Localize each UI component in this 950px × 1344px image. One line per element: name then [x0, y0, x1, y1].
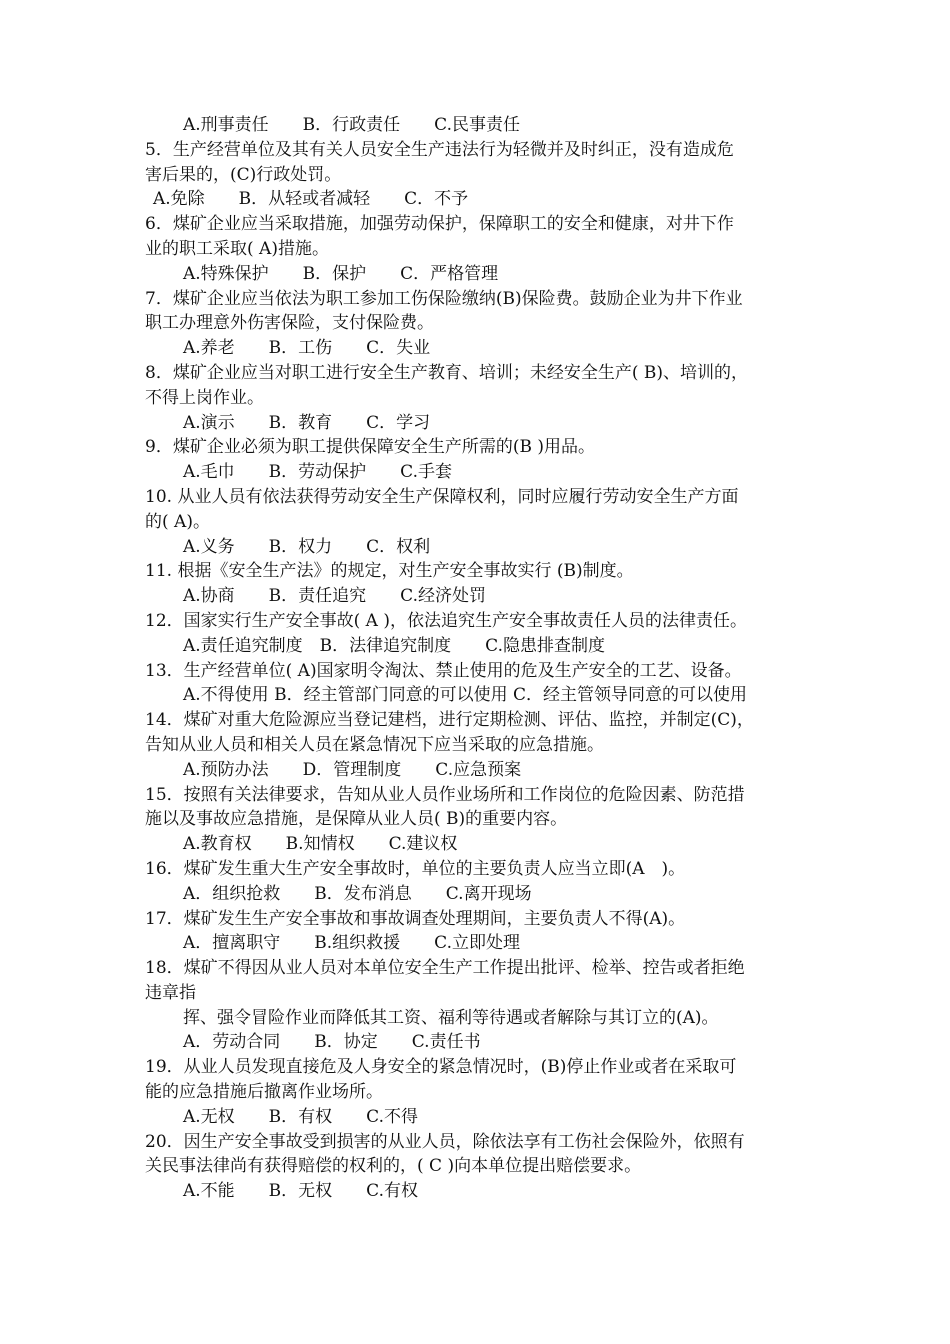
question-list [145, 113, 810, 1204]
question-line: 16．煤矿发生重大生产安全事故时，单位的主要负责人应当立即(A )。 [145, 858, 686, 879]
options-line: A.教育权 B.知情权 C.建议权 [183, 834, 458, 855]
question-line: 职工办理意外伤害保险，支付保险费。 [145, 313, 434, 334]
question-line: 19．从业人员发现直接危及人身安全的紧急情况时，(B)停止作业或者在采取可 [145, 1057, 737, 1078]
options-line: A.协商 B．责任追究 C.经济处罚 [183, 586, 486, 607]
options-line: A.预防办法 D．管理制度 C.应急预案 [183, 759, 522, 780]
question-line: 17．煤矿发生生产安全事故和事故调查处理期间，主要负责人不得(A)。 [145, 908, 686, 929]
question-line: 20．因生产安全事故受到损害的从业人员，除依法享有工伤社会保险外，依照有 [145, 1131, 745, 1152]
question-line: 11. 根据《安全生产法》的规定，对生产安全事故实行 (B)制度。 [145, 561, 634, 582]
options-line: A.无权 B．有权 C.不得 [183, 1106, 418, 1127]
options-line: A．组织抢救 B．发布消息 C.离开现场 [183, 883, 532, 904]
options-line: A.刑事责任 B．行政责任 C.民事责任 [183, 115, 520, 135]
options-line: A.义务 B．权力 C．权利 [183, 536, 431, 557]
question-line: 9．煤矿企业必须为职工提供保障安全生产所需的(B )用品。 [145, 437, 595, 458]
options-line: A.免除 B．从轻或者减轻 C．不予 [153, 189, 469, 210]
question-line: 告知从业人员和相关人员在紧急情况下应当采取的应急措施。 [145, 734, 604, 755]
options-line: A.演示 B．教育 C．学习 [183, 412, 431, 433]
question-line: 的( A)。 [145, 511, 210, 532]
question-line: 5．生产经营单位及其有关人员安全生产违法行为轻微并及时纠正，没有造成危 [145, 139, 734, 160]
question-line: 违章指 [145, 982, 196, 1003]
question-line: 害后果的，(C)行政处罚。 [145, 164, 342, 185]
options-line: A.毛巾 B．劳动保护 C.手套 [183, 462, 452, 483]
options-line: A.不能 B．无权 C.有权 [183, 1181, 418, 1202]
options-line: A．擅离职守 B.组织救援 C.立即处理 [183, 933, 520, 954]
question-line: 18．煤矿不得因从业人员对本单位安全生产工作提出批评、检举、控告或者拒绝 [145, 958, 745, 979]
question-line: 挥、强令冒险作业而降低其工资、福利等待遇或者解除与其订立的(A)。 [183, 1007, 719, 1028]
question-line: 7．煤矿企业应当依法为职工参加工伤保险缴纳(B)保险费。鼓励企业为井下作业 [145, 288, 743, 309]
question-line: 14．煤矿对重大危险源应当登记建档，进行定期检测、评估、监控，并制定(C)， [145, 710, 754, 731]
options-line: A.责任追究制度 B．法律追究制度 C.隐患排查制度 [183, 635, 605, 656]
options-line: A.特殊保护 B．保护 C．严格管理 [183, 263, 499, 284]
question-line: 10. 从业人员有依法获得劳动安全生产保障权利，同时应履行劳动安全生产方面 [145, 486, 739, 507]
options-line: A．劳动合同 B．协定 C.责任书 [183, 1032, 481, 1053]
question-line: 13．生产经营单位( A)国家明令淘汰、禁止使用的危及生产安全的工艺、设备。 [145, 660, 742, 681]
question-line: 12．国家实行生产安全事故( A )，依法追究生产安全事故责任人员的法律责任。 [145, 610, 747, 631]
options-line: A.不得使用 B．经主管部门同意的可以使用 C．经主管领导同意的可以使用 [183, 685, 747, 706]
question-line: 施以及事故应急措施，是保障从业人员( B)的重要内容。 [145, 809, 568, 830]
question-line: 15．按照有关法律要求，告知从业人员作业场所和工作岗位的危险因素、防范措 [145, 784, 745, 805]
question-line: 不得上岗作业。 [145, 387, 264, 408]
question-line: 业的职工采取( A)措施。 [145, 238, 329, 259]
question-line: 6．煤矿企业应当采取措施，加强劳动保护，保障职工的安全和健康，对井下作 [145, 214, 734, 235]
question-line: 8．煤矿企业应当对职工进行安全生产教育、培训；未经安全生产( B)、培训的， [145, 362, 748, 383]
question-line: 能的应急措施后撤离作业场所。 [145, 1082, 383, 1103]
question-line: 关民事法律尚有获得赔偿的权利的，( C )向本单位提出赔偿要求。 [145, 1156, 642, 1177]
options-line: A.养老 B．工伤 C．失业 [183, 338, 431, 359]
